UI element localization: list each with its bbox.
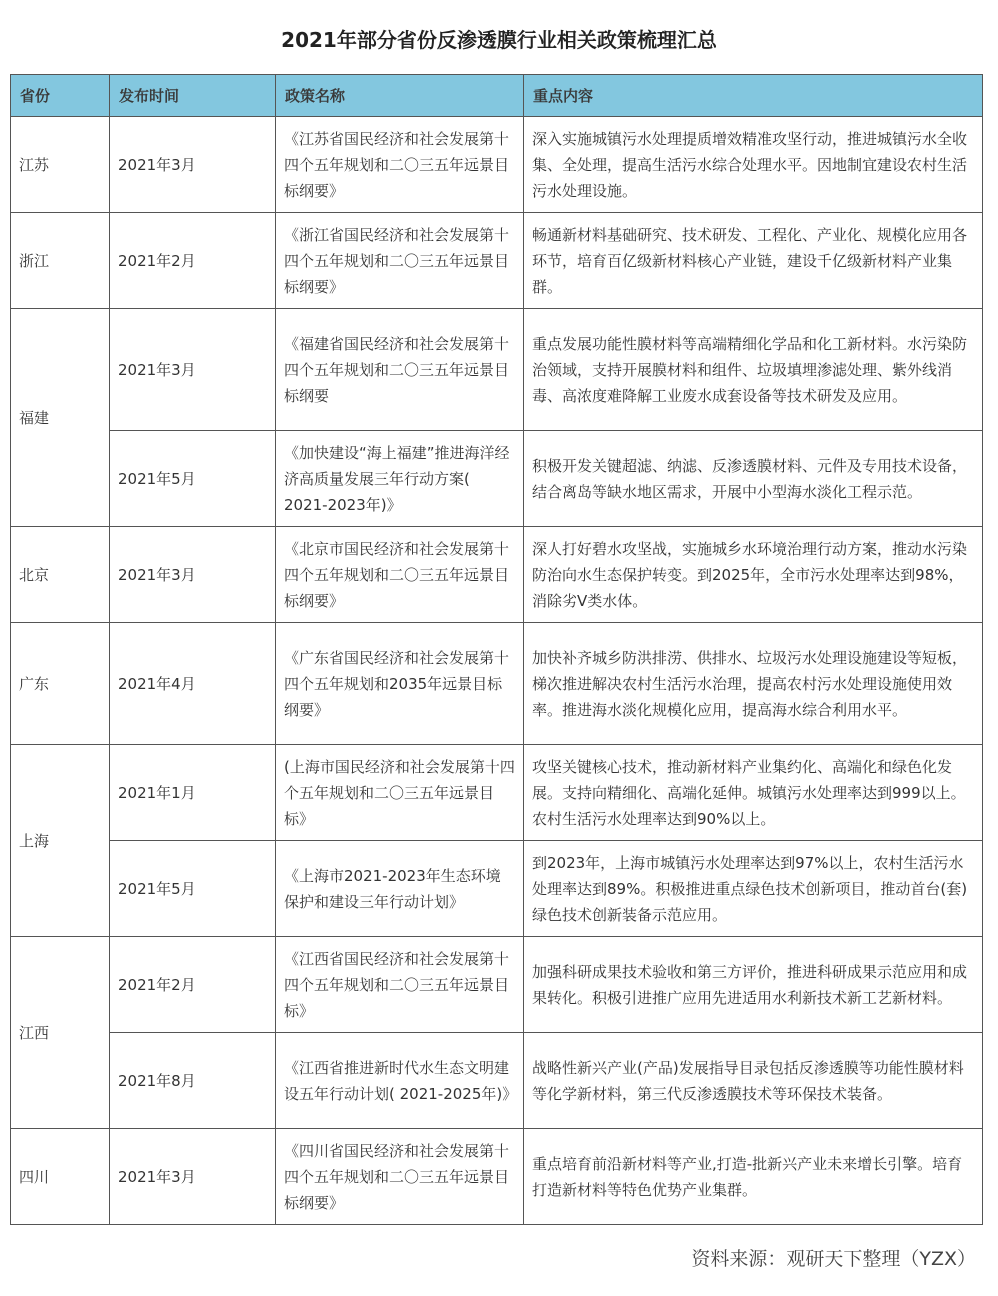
content-cell: 到2023年，上海市城镇污水处理率达到97%以上，农村生活污水处理率达到89%。积极推进重点绿色技术创新项目，推动首台(套)绿色技术创新装备示范应用。 — [524, 841, 983, 937]
header-province: 省份 — [11, 75, 110, 117]
date-cell: 2021年1月 — [110, 745, 276, 841]
table-row — [11, 527, 983, 623]
date-cell: 2021年2月 — [110, 937, 276, 1033]
page-title: 2021年部分省份反渗透膜行业相关政策梳理汇总 — [281, 28, 717, 52]
province-cell: 江西 — [11, 937, 110, 1129]
policy-name-cell: 《江西省国民经济和社会发展第十四个五年规划和二〇三五年远景目标》 — [276, 937, 524, 1033]
province-cell: 福建 — [11, 309, 110, 527]
table-row — [11, 937, 983, 1033]
province-cell: 北京 — [11, 527, 110, 623]
content-cell: 重点培育前沿新材料等产业,打造-批新兴产业未来增长引擎。培育打造新材料等特色优势产业集群。 — [524, 1129, 983, 1225]
table-row — [11, 841, 983, 937]
date-cell: 2021年8月 — [110, 1033, 276, 1129]
table-row — [11, 745, 983, 841]
content-cell: 畅通新材料基础研究、技术研发、工程化、产业化、规模化应用各环节，培育百亿级新材料核心产业链，建设千亿级新材料产业集群。 — [524, 213, 983, 309]
policy-name-cell: 《江苏省国民经济和社会发展第十四个五年规划和二〇三五年远景目标纲要》 — [276, 117, 524, 213]
content-cell: 加快补齐城乡防洪排涝、供排水、垃圾污水处理设施建设等短板，梯次推进解决农村生活污水治理，提高农村污水处理设施使用效率。推进海水淡化规模化应用，提高海水综合利用水平。 — [524, 623, 983, 745]
policy-name-cell: 《上海市2021-2023年生态环境保护和建设三年行动计划》 — [276, 841, 524, 937]
date-cell: 2021年4月 — [110, 623, 276, 745]
table-row — [11, 1129, 983, 1225]
header-date: 发布时间 — [110, 75, 276, 117]
date-cell: 2021年5月 — [110, 431, 276, 527]
table-header-row — [11, 75, 983, 117]
date-cell: 2021年3月 — [110, 117, 276, 213]
table-row — [11, 623, 983, 745]
content-cell: 重点发展功能性膜材料等高端精细化学品和化工新材料。水污染防治领域，支持开展膜材料和组件、垃圾填埋渗滤处理、紫外线消毒、高浓度难降解工业废水成套设备等技术研发及应用。 — [524, 309, 983, 431]
province-cell: 四川 — [11, 1129, 110, 1225]
content-cell: 深人打好碧水攻坚战，实施城乡水环境治理行动方案，推动水污染防治向水生态保护转变。到2025年，全市污水处理率达到98%，消除劣V类水体。 — [524, 527, 983, 623]
province-cell: 上海 — [11, 745, 110, 937]
policy-name-cell: 《四川省国民经济和社会发展第十四个五年规划和二〇三五年远景目标纲要》 — [276, 1129, 524, 1225]
table-row — [11, 213, 983, 309]
date-cell: 2021年3月 — [110, 1129, 276, 1225]
header-policy: 政策名称 — [276, 75, 524, 117]
policy-name-cell: 《广东省国民经济和社会发展第十四个五年规划和2035年远景目标纲要》 — [276, 623, 524, 745]
table-row — [11, 117, 983, 213]
header-content: 重点内容 — [524, 75, 983, 117]
date-cell: 2021年5月 — [110, 841, 276, 937]
province-cell: 江苏 — [11, 117, 110, 213]
policy-name-cell: 《福建省国民经济和社会发展第十四个五年规划和二〇三五年远景目标纲要 — [276, 309, 524, 431]
date-cell: 2021年3月 — [110, 309, 276, 431]
content-cell: 攻坚关键核心技术，推动新材料产业集约化、高端化和绿色化发展。支持向精细化、高端化延伸。城镇污水处理率达到999以上。农村生活污水处理率达到90%以上。 — [524, 745, 983, 841]
date-cell: 2021年3月 — [110, 527, 276, 623]
content-cell: 战略性新兴产业(产品)发展指导目录包括反渗透膜等功能性膜材料等化学新材料，第三代反渗透膜技术等环保技术装备。 — [524, 1033, 983, 1129]
table-row — [11, 309, 983, 431]
province-cell: 浙江 — [11, 213, 110, 309]
policy-name-cell: 《北京市国民经济和社会发展第十四个五年规划和二〇三五年远景目标纲要》 — [276, 527, 524, 623]
policy-table — [10, 74, 983, 1225]
source-note: 资料来源：观研天下整理（YZX） — [691, 1248, 976, 1270]
policy-name-cell: 《加快建设“海上福建”推进海洋经济高质量发展三年行动方案( 2021-2023年)》 — [276, 431, 524, 527]
table-row — [11, 1033, 983, 1129]
content-cell: 深入实施城镇污水处理提质增效精准攻坚行动，推进城镇污水全收集、全处理，提高生活污水综合处理水平。因地制宜建设农村生活污水处理设施。 — [524, 117, 983, 213]
table-row — [11, 431, 983, 527]
policy-name-cell: (上海市国民经济和社会发展第十四个五年规划和二〇三五年远景目标》 — [276, 745, 524, 841]
date-cell: 2021年2月 — [110, 213, 276, 309]
province-cell: 广东 — [11, 623, 110, 745]
content-cell: 积极开发关键超滤、纳滤、反渗透膜材料、元件及专用技术设备，结合离岛等缺水地区需求，开展中小型海水淡化工程示范。 — [524, 431, 983, 527]
policy-name-cell: 《浙江省国民经济和社会发展第十四个五年规划和二〇三五年远景目标纲要》 — [276, 213, 524, 309]
policy-name-cell: 《江西省推进新时代水生态文明建设五年行动计划( 2021-2025年)》 — [276, 1033, 524, 1129]
content-cell: 加强科研成果技术验收和第三方评价，推进科研成果示范应用和成果转化。积极引进推广应用先进适用水利新技术新工艺新材料。 — [524, 937, 983, 1033]
